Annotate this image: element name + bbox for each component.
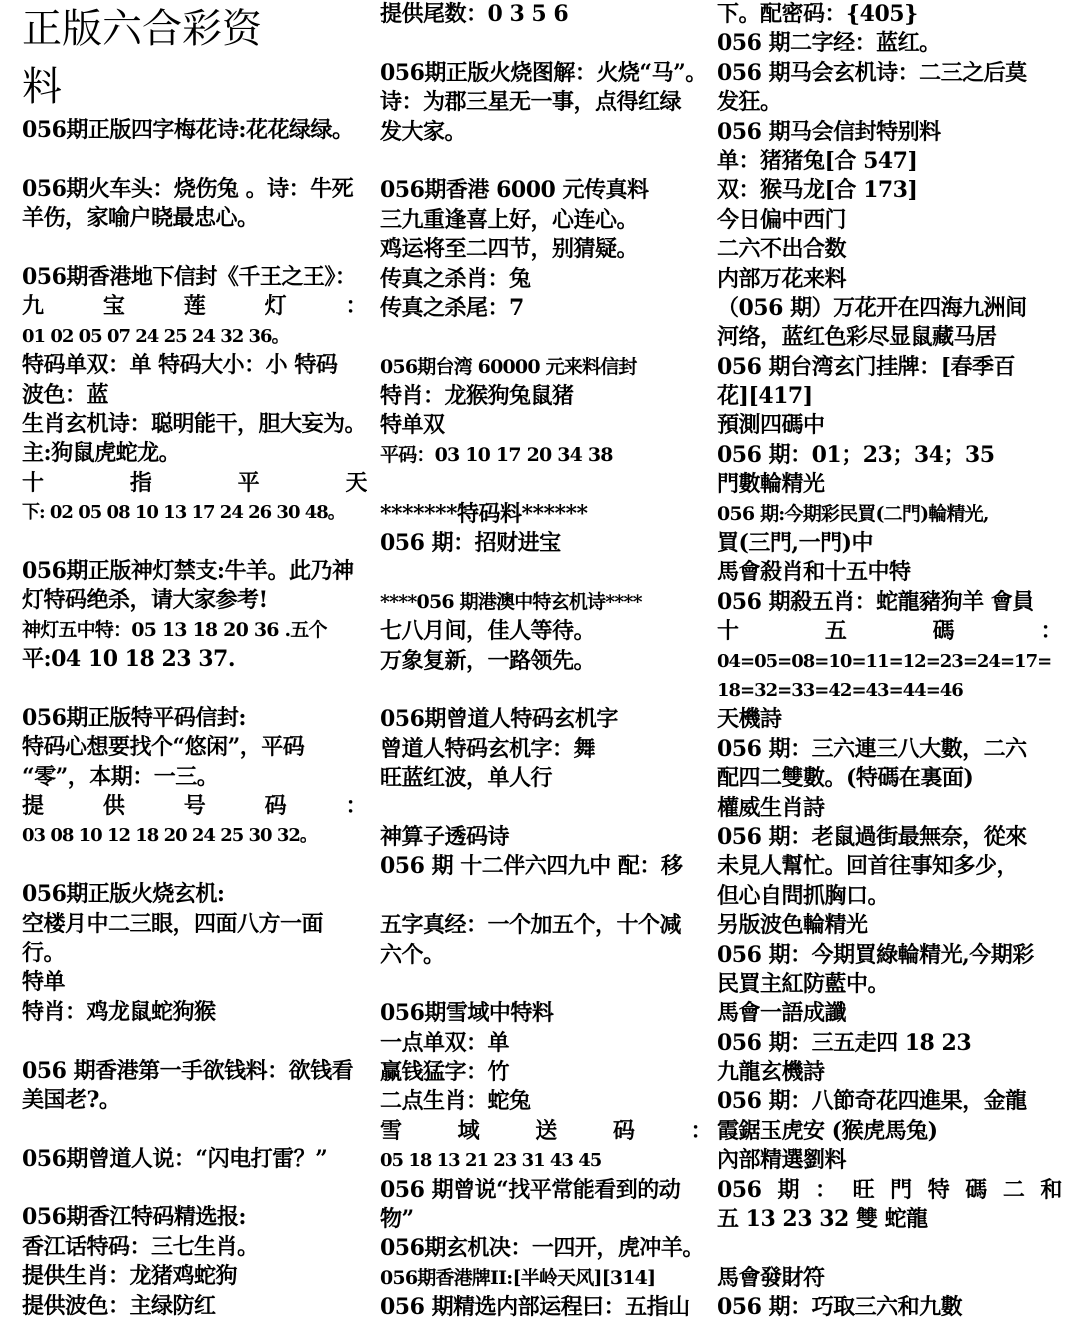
text-line xyxy=(22,1115,367,1144)
text-line: 特码心想要找个“悠闲”，平码 xyxy=(22,734,305,761)
text-line: 九龍玄機詩 xyxy=(717,1059,825,1086)
spaced-char: 期 xyxy=(777,1176,799,1203)
text-line: 特单 xyxy=(22,969,66,996)
text-line xyxy=(22,1027,367,1056)
text-line xyxy=(717,617,1062,646)
text-line: 赢钱猛字：竹 xyxy=(380,1059,510,1086)
text-line: *******特码料****** xyxy=(380,500,588,527)
page-title-line1: 正版六合彩资 xyxy=(22,6,262,52)
text-line: 056期香港 6000 元传真料 xyxy=(380,177,649,204)
text-line: 056 期：招财进宝 xyxy=(380,530,561,557)
text-line: 056 期：01；23；34；35 xyxy=(717,441,995,468)
text-line: 霞鋸玉虎安 (猴虎馬兔) xyxy=(717,1117,938,1144)
text-line: 056 期殺五肖：蛇龍豬狗羊 會員 xyxy=(717,588,1034,615)
text-line: 花][417] xyxy=(717,383,813,410)
text-line: 发大家。 xyxy=(380,118,467,145)
text-line xyxy=(22,674,367,703)
text-line: 權威生肖詩 xyxy=(717,794,825,821)
spaced-char: 門 xyxy=(890,1176,912,1203)
spaced-char: 特 xyxy=(927,1176,950,1203)
spaced-char: 五 xyxy=(824,618,847,645)
spaced-char: 提 xyxy=(22,792,44,819)
text-line: 传真之杀肖：兔 xyxy=(380,265,531,292)
text-line: 056期雪域中特料 xyxy=(380,1000,554,1027)
text-line: 04=05=08=10=11=12=23=24=17= xyxy=(717,650,1052,672)
spaced-char: 供 xyxy=(102,792,125,819)
text-line: 01 02 05 07 24 25 24 32 36。 xyxy=(22,325,289,347)
spaced-char: 碼 xyxy=(932,618,955,645)
text-line: 056 期 十二伴六四九中 配：移 xyxy=(380,853,683,880)
spaced-char: 碼 xyxy=(965,1176,987,1203)
text-line: 056 期马会信封特别料 xyxy=(717,118,941,145)
text-line xyxy=(380,1117,712,1146)
column-right-lines xyxy=(717,0,1062,1323)
text-line: 二点生肖：蛇兔 xyxy=(380,1088,531,1115)
text-line: 056期曾道人说：“闪电打雷？” xyxy=(22,1145,328,1172)
text-line: 特单双 xyxy=(380,412,445,439)
text-line: 今日偏中西门 xyxy=(717,206,847,233)
spaced-char: 宝 xyxy=(102,293,125,320)
text-line xyxy=(22,234,367,263)
spaced-char: 灯 xyxy=(264,293,287,320)
text-line: 18=32=33=42=43=44=46 xyxy=(717,679,963,701)
text-line: 未見人幫忙。回首往事知多少， xyxy=(717,853,1019,880)
spaced-char: 旺 xyxy=(852,1176,875,1203)
text-line: 056期正版四字梅花诗:花花绿绿。 xyxy=(22,117,354,143)
text-line: 馬會發財符 xyxy=(717,1264,825,1291)
text-line xyxy=(380,323,712,352)
text-line: 双：猴马龙[合 173] xyxy=(717,177,918,204)
text-line xyxy=(380,147,712,176)
page-title-line2: 料 xyxy=(22,64,62,110)
column-left-lines xyxy=(22,116,367,1321)
text-line: 七八月间，佳人等待。 xyxy=(380,618,596,645)
text-line xyxy=(22,527,367,556)
spaced-char: 天 xyxy=(345,469,367,496)
text-line: 一点单双：单 xyxy=(380,1029,510,1056)
text-line xyxy=(380,676,712,705)
text-line: 056 期精选内部运程曰：五指山 xyxy=(380,1294,690,1321)
column-middle xyxy=(380,0,712,1323)
text-line xyxy=(22,145,367,174)
text-line: 056 期台湾玄门挂牌：[春季百 xyxy=(717,353,1015,380)
text-line: 传真之杀尾：7 xyxy=(380,294,524,321)
column-left xyxy=(22,0,367,1323)
text-line: 万象复新，一路领先。 xyxy=(380,647,596,674)
text-line: 发狂。 xyxy=(717,89,782,116)
text-line: 提供生肖：龙猪鸡蛇狗 xyxy=(22,1263,238,1290)
text-line: 旺蓝红波，单人行 xyxy=(380,765,553,792)
text-line: 056期正版火烧图解：火烧“马”。 xyxy=(380,59,707,86)
spaced-char: 十 xyxy=(717,618,739,645)
text-line xyxy=(22,469,367,498)
text-line: 神算子透码诗 xyxy=(380,823,510,850)
text-line: 056 期：三六連三八大數，二六 xyxy=(717,735,1027,762)
text-line: 056 期曾说“找平常能看到的动 xyxy=(380,1176,681,1203)
text-line: 03 08 10 12 18 20 24 25 30 32。 xyxy=(22,825,317,847)
spaced-char: 十 xyxy=(22,469,44,496)
text-line: 天機詩 xyxy=(717,706,782,733)
text-line: 056 期：八節奇花四進果，金龍 xyxy=(717,1088,1027,1115)
spaced-char: ： xyxy=(345,792,367,819)
text-line: 內部精選劉料 xyxy=(717,1147,847,1174)
text-line: 056 期香港第一手欲钱料：欲钱看 xyxy=(22,1057,354,1084)
text-line: 特肖：龙猴狗兔鼠猪 xyxy=(380,383,574,410)
spaced-char: 码 xyxy=(612,1117,635,1144)
text-line: 空楼月中二三眼，四面八方一面 xyxy=(22,910,324,937)
text-line: 另版波色輪精光 xyxy=(717,912,868,939)
spaced-char: 指 xyxy=(129,469,152,496)
text-line: （056 期）万花开在四海九洲间 xyxy=(717,294,1027,321)
column-right xyxy=(717,0,1062,1323)
text-line xyxy=(717,1176,1062,1205)
text-line: 056期台湾 60000 元来料信封 xyxy=(380,355,637,378)
text-line: 美国老?。 xyxy=(22,1086,121,1113)
spaced-char: 雪 xyxy=(380,1117,402,1144)
text-line: 配四二雙數。(特碼在裏面) xyxy=(717,765,974,792)
text-line: 物” xyxy=(380,1206,414,1233)
text-line: 提供波色：主绿防红 xyxy=(22,1292,216,1319)
text-line: 056期正版火烧玄机: xyxy=(22,881,225,908)
text-line: 平:04 10 18 23 37. xyxy=(22,646,235,673)
text-line xyxy=(717,1234,1062,1263)
text-line: 056期香港牌II:[半岭天风][314] xyxy=(380,1266,656,1289)
text-line: 特码单双：单 特码大小：小 特码 xyxy=(22,352,338,379)
text-line xyxy=(22,851,367,880)
text-line xyxy=(380,470,712,499)
text-line: 平码：03 10 17 20 34 38 xyxy=(380,443,613,466)
text-line: 056期正版特平码信封: xyxy=(22,704,247,731)
spaced-char: 九 xyxy=(22,293,44,320)
text-line: 河络，蓝红色彩尽显鼠藏马居 xyxy=(717,324,997,351)
text-line: 五字真经：一个加五个，十个减 xyxy=(380,912,682,939)
spaced-char: 056 xyxy=(717,1176,762,1203)
text-line: 下。配密码：{405} xyxy=(717,1,918,27)
text-line: 主:狗鼠虎蛇龙。 xyxy=(22,440,181,467)
text-line: 056 期：巧取三六和九數 xyxy=(717,1294,963,1321)
text-line: “零”，本期：一三。 xyxy=(22,763,219,790)
text-line: 曾道人特码玄机字：舞 xyxy=(380,735,596,762)
text-line: 056 期马会玄机诗：二三之后莫 xyxy=(717,59,1027,86)
text-line: 香江话特码：三七生肖。 xyxy=(22,1233,259,1260)
text-line: 056 期:今期彩民買(二門)輪精光, xyxy=(717,502,989,525)
text-line: 但心自問抓胸口。 xyxy=(717,882,890,909)
text-line: 提供尾数：0 3 5 6 xyxy=(380,1,569,27)
text-line: 神灯五中特：05 13 18 20 36 .五个 xyxy=(22,618,327,641)
text-line: 下: 02 05 08 10 13 17 24 26 30 48。 xyxy=(22,502,345,524)
text-line xyxy=(22,792,367,821)
text-line xyxy=(380,29,712,58)
text-line: 三九重逢喜上好，心连心。 xyxy=(380,206,639,233)
text-line: 单：猪猪兔[合 547] xyxy=(717,147,918,174)
spaced-char: 号 xyxy=(183,792,206,819)
text-line xyxy=(22,292,367,321)
spaced-char: 和 xyxy=(1040,1176,1062,1203)
text-line: ****056 期港澳中特玄机诗**** xyxy=(380,590,642,613)
text-line: 生肖玄机诗：聪明能干，胆大妄为。 xyxy=(22,410,367,437)
spaced-char: ： xyxy=(690,1117,712,1144)
spaced-char: 送 xyxy=(535,1117,557,1144)
spaced-char: ： xyxy=(815,1176,837,1203)
text-line: 056期正版神灯禁支:牛羊。此乃神 xyxy=(22,557,354,584)
text-line xyxy=(380,558,712,587)
text-line: 056期火车头：烧伤兔 。诗：牛死 xyxy=(22,175,354,202)
text-line: 二六不出合数 xyxy=(717,236,847,263)
text-line: 056期玄机决：一四开，虎冲羊。 xyxy=(380,1235,704,1262)
spaced-char: 域 xyxy=(457,1117,480,1144)
text-line: 馬會殺肖和十五中特 xyxy=(717,559,911,586)
spaced-char: ： xyxy=(1040,618,1062,645)
text-line: 05 18 13 21 23 31 43 45 xyxy=(380,1150,602,1172)
spaced-char: 码 xyxy=(264,792,287,819)
text-line: 鸡运将至二四节，别猜疑。 xyxy=(380,236,639,263)
text-line: 行。 xyxy=(22,939,66,966)
text-line: 馬會一語成讖 xyxy=(717,1000,847,1027)
text-line: 預測四碼中 xyxy=(717,412,825,439)
text-line: 羊伤，家喻户晓最忠心。 xyxy=(22,205,259,232)
text-line xyxy=(380,794,712,823)
spaced-char: 平 xyxy=(237,469,260,496)
text-line: 民買主紅防藍中。 xyxy=(717,970,890,997)
text-line: 波色：蓝 xyxy=(22,381,109,408)
text-line: 056 期二字经：蓝红。 xyxy=(717,30,941,57)
text-line: 056 期：三五走四 18 23 xyxy=(717,1029,972,1056)
text-line: 056期香港地下信封《千王之王》： xyxy=(22,263,357,290)
text-line: 诗：为郡三星无一事，点得红绿 xyxy=(380,89,682,116)
text-line: 灯特码绝杀，请大家参考! xyxy=(22,587,268,614)
text-line: 056 期：今期買綠輪精光,今期彩 xyxy=(717,941,1034,968)
text-line xyxy=(380,970,712,999)
column-middle-lines xyxy=(380,0,712,1323)
text-line: 門數輪精光 xyxy=(717,471,825,498)
text-line xyxy=(22,1174,367,1203)
text-line: 五 13 23 32 雙 蛇龍 xyxy=(717,1206,928,1233)
text-line: 六个。 xyxy=(380,941,445,968)
spaced-char: 莲 xyxy=(183,293,206,320)
text-line: 056期香江特码精选报: xyxy=(22,1204,247,1231)
text-line: 056 期：老鼠過街最無奈，從來 xyxy=(717,823,1027,850)
text-line xyxy=(380,882,712,911)
spaced-char: 二 xyxy=(1002,1176,1025,1203)
text-line: 特肖：鸡龙鼠蛇狗猴 xyxy=(22,998,216,1025)
spaced-char: ： xyxy=(345,293,367,320)
text-line: 056期曾道人特码玄机字 xyxy=(380,706,618,733)
text-line: 内部万花来料 xyxy=(717,265,847,292)
text-line: 買(三門,一門)中 xyxy=(717,530,873,557)
